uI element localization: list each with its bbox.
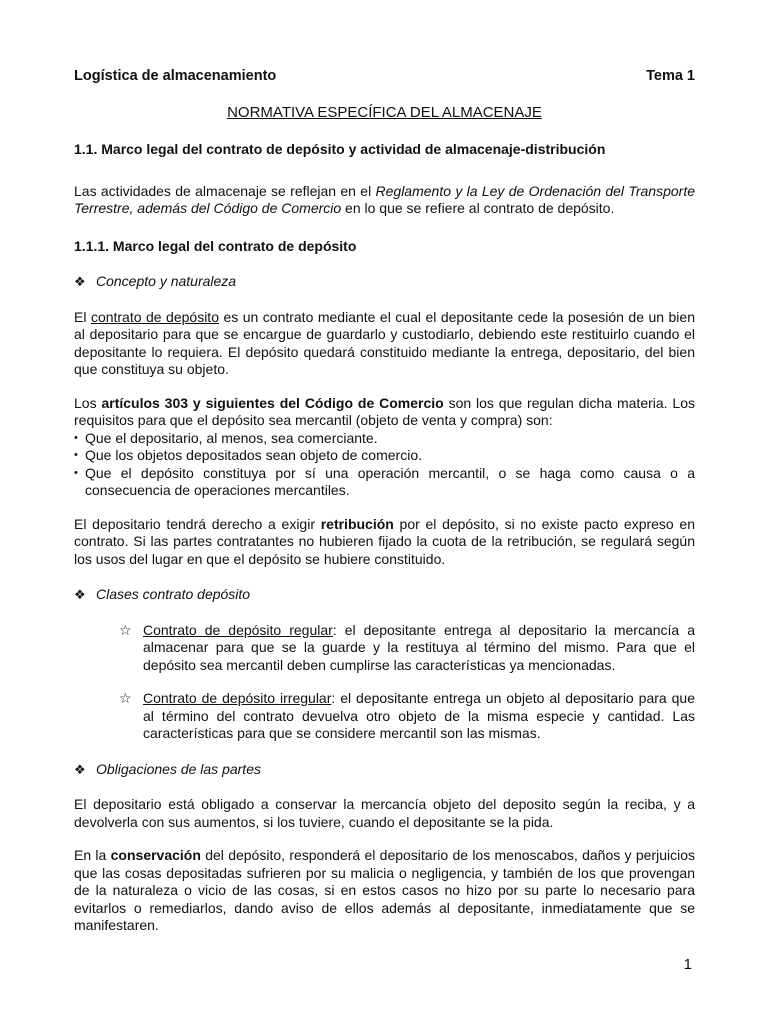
subheading-concepto-label: Concepto y naturaleza xyxy=(96,273,237,289)
subheading-clases-label: Clases contrato depósito xyxy=(96,586,251,602)
subheading-clases xyxy=(74,586,695,604)
contract-type-irregular-text: : el depositante entrega un objeto al depositario para que al término del contrato devuelva otro objeto de la misma especie y cantidad. Las características para que se considere mercantil son las mismas. xyxy=(143,690,695,741)
p2-pre: Los xyxy=(74,394,102,411)
star-outline-icon: ☆ xyxy=(119,690,132,706)
p5-pre: En la xyxy=(74,847,111,863)
p5-bold: conservación xyxy=(110,847,201,863)
list-item: • Que el depósito constituya por sí una operación mercantil, o se haga como causa o a consecuencia de operaciones mercantiles. xyxy=(74,465,695,500)
diamond-ornament-icon: ❖ xyxy=(74,587,86,602)
paragraph-obligations: El depositario está obligado a conservar la mercancía objeto del deposito según la reciba, y a devolverla con sus aumentos, si los tuviere, cuando el depositante se la pida. xyxy=(74,796,695,830)
contract-type-regular xyxy=(119,621,695,675)
subheading-obligaciones xyxy=(74,761,695,779)
paragraph-conservation xyxy=(74,847,695,935)
list-item: • Que los objetos depositados sean objeto de comercio. xyxy=(74,447,695,465)
page-number: 1 xyxy=(683,956,692,973)
paragraph-retribution xyxy=(74,516,695,569)
p3-post: por el depósito, si no existe pacto expreso en contrato. Si las partes contratantes no hubieren fijado la cuota de la retribución, se regulará según los usos del lugar en que el depósito se hubiere constituido. xyxy=(74,515,695,567)
document-title: NORMATIVA ESPECÍFICA DEL ALMACENAJE xyxy=(227,103,542,121)
diamond-ornament-icon: ❖ xyxy=(74,761,86,777)
page-header xyxy=(74,68,695,86)
contract-type-regular-title: Contrato de depósito regular xyxy=(143,621,333,638)
p1-underlined: contrato de depósito xyxy=(90,308,219,325)
star-outline-icon: ☆ xyxy=(119,621,132,638)
intro-text: Las actividades de almacenaje se reflejan en el xyxy=(74,182,376,199)
header-course: Logística de almacenamiento xyxy=(74,68,277,84)
p5-post: del depósito, responderá el depositario de los menoscabos, daños y perjuicios que las cosas depositadas sufrieren por su malicia o negligencia, y también de los que provengan de la naturaleza o vicio de las cosas, si en estos casos no hizo por su parte lo necesario para evitarlos o remediarlos, dando aviso de ellos además al depositante, inmediatamente que se manifestaren. xyxy=(74,847,695,933)
section-heading-1-1-1: 1.1.1. Marco legal del contrato de depósito xyxy=(74,237,357,254)
requirements-list xyxy=(74,430,695,500)
p2-bold: artículos 303 y siguientes del Código de Comercio xyxy=(101,394,444,411)
subheading-concepto xyxy=(74,273,695,291)
p3-pre: El depositario tendrá derecho a exigir xyxy=(74,515,321,532)
paragraph-articles xyxy=(74,395,695,430)
contract-type-irregular-title: Contrato de depósito irregular xyxy=(143,690,332,706)
section-heading-1-1: 1.1. Marco legal del contrato de depósito y actividad de almacenaje-distribución xyxy=(74,141,606,157)
p2-post: son los que regulan dicha materia. Los requisitos para que el depósito sea mercantil (objeto de venta y compra) son: xyxy=(74,394,696,428)
p1-pre: El xyxy=(74,308,91,325)
header-topic: Tema 1 xyxy=(646,68,695,84)
diamond-ornament-icon: ❖ xyxy=(74,274,86,289)
p3-bold: retribución xyxy=(320,515,394,532)
list-item: • Que el depositario, al menos, sea comerciante. xyxy=(74,430,695,448)
page-content xyxy=(74,68,695,935)
intro-text-end: en lo que se refiere al contrato de depósito. xyxy=(341,200,615,216)
intro-italic: Reglamento y la Ley de Ordenación del Transporte Terrestre, además del Código de Comercio xyxy=(74,182,695,216)
intro-paragraph xyxy=(74,183,695,218)
paragraph-definition xyxy=(74,309,695,379)
contract-type-irregular xyxy=(119,690,695,743)
contract-type-regular-text: : el depositante entrega al depositario la mercancía a almacenar para que se la guarde y la restituya al término del mismo. Para que el depósito sea mercantil deben cumplirse las características ya mencionadas. xyxy=(143,621,695,673)
p1-post: es un contrato mediante el cual el depositante cede la posesión de un bien al depositario para que se encargue de guardarlo y custodiarlo, debiendo este restituirlo cuando el depositante lo requiera. El depósito quedará constituido mediante la entrega, depositario, del bien que constituya su objeto. xyxy=(74,308,695,377)
subheading-obligaciones-label: Obligaciones de las partes xyxy=(96,760,261,777)
